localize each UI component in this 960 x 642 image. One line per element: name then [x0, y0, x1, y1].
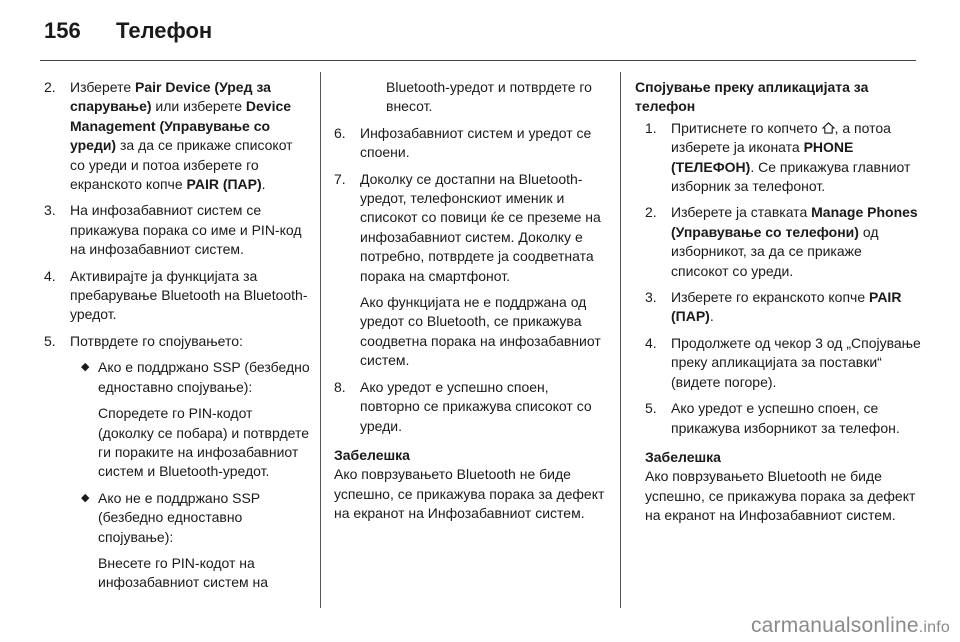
step-text: Доколку се достапни на Bluetooth-уредот, телефонскиот именик и списокот со повици ќе се преземе на инфозабавниот систем. Доколку е потребно, потврдете ја соодветната порака на смартфонот.: [360, 170, 601, 284]
home-icon: [822, 122, 835, 134]
diamond-bullet-icon: ◆: [81, 491, 90, 504]
app-step-2: [645, 203, 921, 281]
continued-text: Bluetooth-уредот и потврдете го внесот.: [386, 79, 592, 115]
step-number: 7.: [334, 170, 346, 187]
step-text: .: [261, 176, 266, 193]
column-divider-2: [620, 72, 621, 608]
column-1: [44, 78, 310, 600]
step-number: 3.: [44, 202, 56, 219]
app-step-4: [645, 334, 921, 392]
step-text: или изберете: [151, 98, 246, 115]
step-text: од изборникот, за да се прикаже списокот со уреди.: [671, 223, 879, 279]
app-step-3: [645, 288, 921, 327]
button-label-pair: PAIR (ПАР): [186, 176, 262, 193]
step-continuation: Ако функцијата не е поддржана од уредот со Bluetooth, се прикажува соодветна порака на инфозабавниот систем.: [360, 294, 601, 369]
page-title: Телефон: [116, 18, 213, 43]
step-6: [334, 124, 606, 163]
step-text: Инфозабавниот систем и уредот се споени.: [360, 124, 592, 161]
app-step-1: [645, 119, 921, 197]
step-number: 4.: [645, 334, 657, 351]
note-text: Ако поврзувањето Bluetooth не биде успешно, се прикажува порака за дефект на екранот на Инфозабавниот систем.: [334, 466, 605, 522]
step-text: Продолжете од чекор 3 од „Спојување преку апликацијата за поставки“ (видете погоре).: [671, 334, 921, 390]
step-number: 6.: [334, 124, 346, 141]
step-text: .: [709, 308, 714, 325]
column-3: [635, 78, 921, 526]
step-text: Ако уредот е успешно споен, повторно се прикажува списокот со уреди.: [360, 378, 592, 434]
step-text: На инфозабавниот систем се прикажува порака со име и PIN-код на инфозабавниот систем.: [70, 202, 302, 258]
bullet-continuation: Внесете го PIN-кодот на инфозабавниот систем на: [98, 554, 269, 591]
step-text: Потврдете го спојувањето:: [70, 332, 243, 349]
step-7: [334, 170, 606, 371]
column-2: [334, 78, 606, 524]
page-number: 156: [44, 18, 81, 43]
step-number: 5.: [44, 332, 56, 349]
step-text: Притиснете го копчето: [671, 119, 822, 136]
bullet-text: Ако е поддржано SSP (безбедно едноставно спојување):: [98, 359, 310, 395]
menu-item-pair-device: Pair Device (Уред за спарување): [70, 79, 271, 115]
step-text: Активирајте ја функцијата за пребарување Bluetooth на Bluetooth-уредот.: [70, 267, 308, 323]
step-4: [44, 267, 310, 325]
watermark-main: carmanualsonline: [750, 614, 919, 637]
step-2: [44, 78, 310, 194]
diamond-bullet-icon: ◆: [81, 361, 90, 374]
section-heading: Спојување преку апликацијата за телефон: [635, 79, 869, 115]
menu-item-device-management: Device Management (Управување со уреди): [70, 98, 292, 154]
step-number: 2.: [44, 79, 56, 95]
step-number: 4.: [44, 267, 56, 284]
step-number: 3.: [645, 289, 657, 306]
menu-item-manage-phones: Manage Phones (Управување со телефони): [671, 204, 918, 240]
step-text: за да се прикаже списокот со уреди и потоа изберете го екранското копче: [70, 137, 293, 193]
column-divider-1: [320, 72, 321, 608]
bullet-ssp-supported: [70, 358, 310, 397]
watermark-suffix: .info: [918, 619, 950, 636]
watermark: [751, 614, 950, 638]
note-heading: Забелешка: [334, 446, 410, 463]
step-number: 2.: [645, 204, 657, 221]
step-text: Изберете: [70, 79, 136, 95]
step-3: [44, 201, 310, 259]
step-number: 5.: [645, 400, 657, 417]
bullet-continuation: Споредете го PIN-кодот (доколку се побара) и потврдете ги пораките на инфозабавниот систем и Bluetooth-уредот.: [98, 405, 309, 480]
step-5: [44, 332, 310, 593]
icon-label-phone: PHONE (ТЕЛЕФОН): [671, 139, 854, 175]
header-rule: [40, 60, 916, 61]
step-text: , а потоа изберете ја иконата: [671, 119, 891, 156]
step-text: Изберете го екранското копче: [671, 289, 870, 306]
note-heading: Забелешка: [645, 448, 721, 465]
step-number: 1.: [645, 119, 657, 136]
bullet-text: Ако не е поддржано SSP (безбедно едноставно спојување):: [98, 489, 260, 545]
bullet-ssp-not-supported: [70, 489, 310, 547]
app-step-5: [645, 399, 921, 438]
step-text: . Се прикажува главниот изборник за телефонот.: [671, 158, 911, 195]
step-number: 8.: [334, 378, 346, 395]
step-text: Изберете ја ставката: [671, 204, 812, 221]
step-text: Ако уредот е успешно споен, се прикажува изборникот за телефон.: [671, 400, 900, 436]
button-label-pair: PAIR (ПАР): [671, 289, 902, 325]
step-8: [334, 378, 606, 436]
note-text: Ако поврзувањето Bluetooth не биде успешно, се прикажува порака за дефект на екранот на Инфозабавниот систем.: [645, 468, 916, 524]
